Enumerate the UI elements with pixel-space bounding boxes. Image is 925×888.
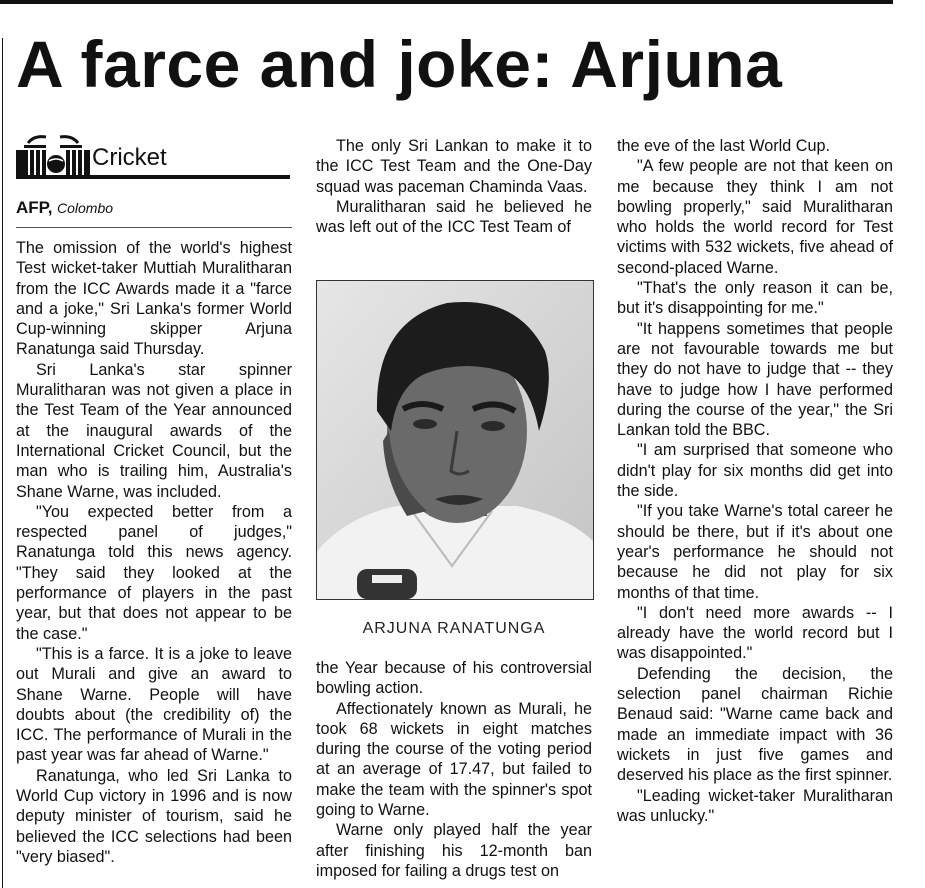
article-column-1 bbox=[16, 238, 292, 867]
paragraph: the Year because of his controversial bowling action. bbox=[316, 659, 592, 698]
portrait-photo bbox=[316, 280, 594, 600]
photo-caption: ARJUNA RANATUNGA bbox=[362, 620, 546, 637]
cricket-stumps-icon bbox=[16, 133, 90, 175]
paragraph: "This is a farce. It is a joke to leave out Murali and give an award to Shane Warne. People will have doubts about (the credibility of) the ICC. The performance of Murali in the past year was far ahead of Warne." bbox=[16, 644, 292, 765]
byline-place: Colombo bbox=[57, 200, 114, 216]
article-column-2-top bbox=[316, 136, 592, 237]
byline-agency: AFP, bbox=[16, 198, 53, 217]
byline bbox=[16, 198, 113, 219]
section-label: Cricket bbox=[92, 144, 167, 171]
article-column-2-bottom bbox=[316, 658, 592, 881]
paragraph: "You expected better from a respected panel of judges," Ranatunga told this news agency. "They said they looked at the performance of players in the past year, but that does not appear to be the case." bbox=[16, 502, 292, 643]
headline: A farce and joke: Arjuna bbox=[16, 27, 783, 101]
article-column-3 bbox=[617, 136, 893, 826]
paragraph: Warne only played half the year after finishing his 12-month ban imposed for failing a drugs test on bbox=[316, 821, 592, 880]
paragraph: "A few people are not that keen on me because they think I am not bowling properly," said Muralitharan who holds the world record for Test victims with 532 wickets, five ahead of second-placed Warne. bbox=[617, 157, 893, 277]
byline-rule bbox=[16, 227, 292, 228]
paragraph: Defending the decision, the selection panel chairman Richie Benaud said: "Warne came back and made an immediate impact with 36 wickets in just five games and deserved his place as the first spinner. bbox=[617, 664, 893, 785]
section-rule bbox=[16, 175, 290, 179]
paragraph: The only Sri Lankan to make it to the ICC Test Team and the One-Day squad was paceman Chaminda Vaas. bbox=[316, 137, 592, 196]
paragraph: "Leading wicket-taker Muralitharan was unlucky." bbox=[617, 786, 893, 825]
paragraph: "I am surprised that someone who didn't play for six months did get into the side. bbox=[617, 441, 893, 501]
paragraph: "It happens sometimes that people are not favourable towards me but they do not have to judge that -- they have to judge how I have performed during the course of the year," the Sri Lankan told the BBC. bbox=[617, 319, 893, 440]
top-rule bbox=[0, 0, 893, 4]
paragraph: Muralitharan said he believed he was left out of the ICC Test Team of bbox=[316, 197, 592, 237]
paragraph: the eve of the last World Cup. bbox=[617, 137, 830, 155]
left-column-rule bbox=[2, 38, 3, 888]
paragraph: "I don't need more awards -- I already have the world record but I was disappointed." bbox=[617, 603, 893, 663]
paragraph: Sri Lanka's star spinner Muralitharan was not given a place in the Test Team of the Year announced at the inaugural awards of the International Cricket Council, but the man who is trailing him, Australia's Shane Warne, was included. bbox=[16, 360, 292, 501]
paragraph: "If you take Warne's total career he should be there, but if it's about one year's performance he should not because he did not play for six months of that time. bbox=[617, 502, 893, 602]
section-header bbox=[16, 133, 290, 175]
paragraph: "That's the only reason it can be, but it's disappointing for me." bbox=[617, 279, 893, 318]
paragraph: Affectionately known as Murali, he took 68 wickets in eight matches during the course of the voting period at an average of 17.47, but failed to make the team with the spinner's spot going to Warne. bbox=[316, 699, 592, 820]
paragraph: The omission of the world's highest Test wicket-taker Muttiah Muralitharan from the ICC Awards made it a "farce and a joke," Sri Lanka's former World Cup-winning skipper Arjuna Ranatunga said Thursday. bbox=[16, 239, 292, 359]
paragraph: Ranatunga, who led Sri Lanka to World Cup victory in 1996 and is now deputy minister of tourism, said he believed the ICC selections had been "very biased". bbox=[16, 766, 292, 866]
